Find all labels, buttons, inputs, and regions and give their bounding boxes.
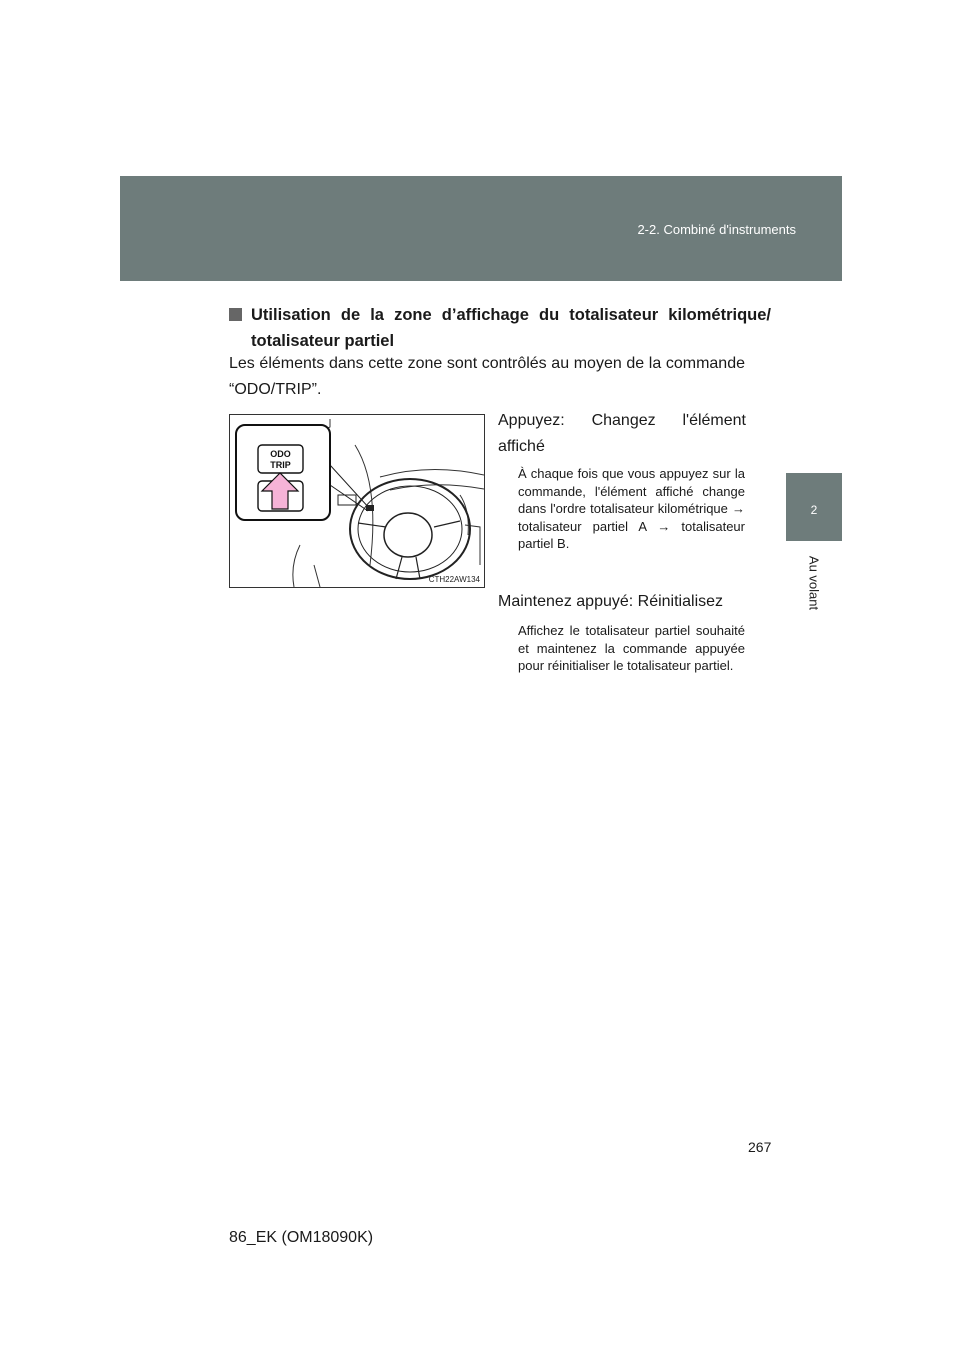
square-bullet-icon: [229, 308, 242, 321]
section-heading-text: Utilisation de la zone d’affichage du totalisateur kilométrique/ totalisateur partiel: [251, 306, 771, 350]
hold-item-description: Affichez le totalisateur partiel souhaité et maintenez la commande appuyée pour réinitialiser le totalisateur partiel.: [518, 623, 745, 673]
header-band: [120, 176, 842, 281]
document-code: 86_EK (OM18090K): [229, 1229, 374, 1246]
press-item-description: À chaque fois que vous appuyez sur la commande, l'élément affiché change dans l'ordre totalisateur kilométrique → totalisateur partiel A → totalisateur partiel B.: [518, 466, 745, 551]
chapter-number: 2: [810, 503, 818, 517]
press-item-title: Appuyez: Changez l'élément affiché: [498, 412, 746, 455]
chapter-label-text: Au volant: [806, 555, 822, 611]
chapter-tab: [786, 473, 842, 541]
section-title: 2-2. Combiné d'instruments: [637, 222, 796, 237]
steering-wheel-illustration: [230, 415, 484, 587]
section-heading: [229, 302, 771, 354]
intro-paragraph: Les éléments dans cette zone sont contrôlés au moyen de la commande “ODO/TRIP”.: [229, 355, 745, 398]
hold-item-title: Maintenez appuyé: Réinitialisez: [498, 593, 724, 610]
odo-trip-illustration: [229, 414, 485, 588]
chapter-label: [781, 548, 847, 618]
odo-label: ODO: [270, 449, 291, 459]
figure-code: CTH22AW134: [428, 575, 480, 584]
trip-label: TRIP: [270, 460, 291, 470]
page-number: 267: [748, 1139, 772, 1155]
